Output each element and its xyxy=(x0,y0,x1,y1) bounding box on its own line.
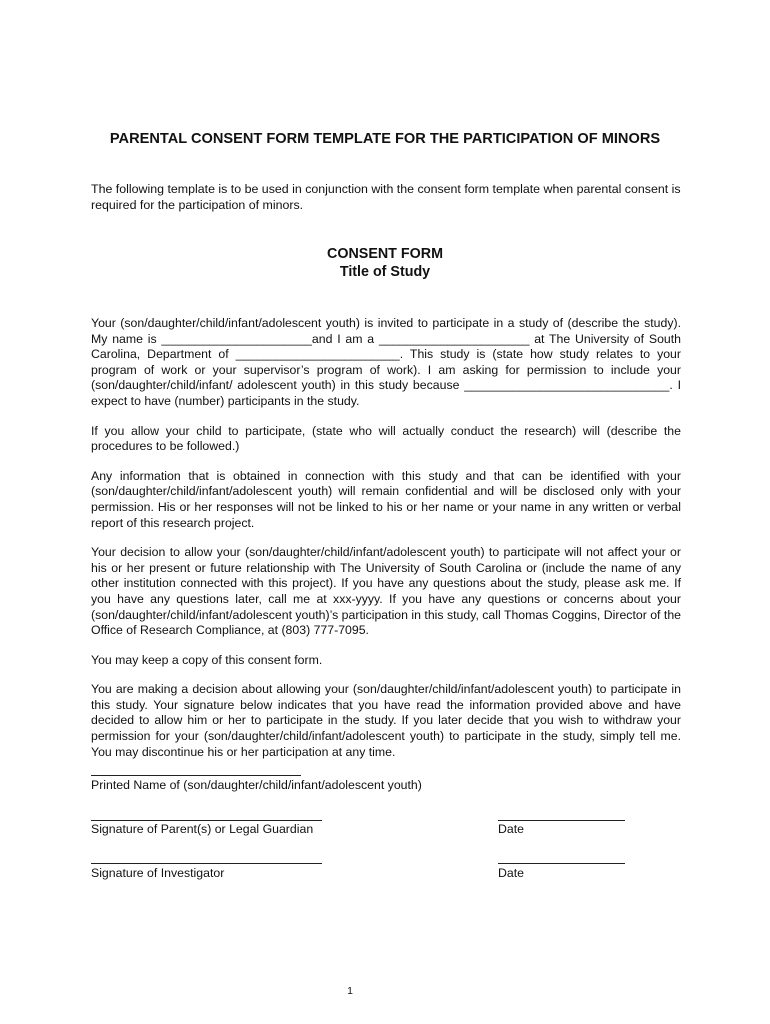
investigator-signature-label: Signature of Investigator xyxy=(91,866,225,880)
parent-date-line[interactable] xyxy=(498,820,625,821)
paragraph-invitation: Your (son/daughter/child/infant/adolescent youth) is invited to participate in a study of (describe the study). My name is ______________________and I am a ______________________ at The University of South Carolina, Department of ________________________. This study is (state how study relates to your program of work or your supervisor’s program of work). I am asking for permission to include your (son/daughter/child/infant/ adolescent youth) in this study because ______________________________. I expect to have (number) participants in the study. xyxy=(91,316,681,408)
paragraph-copy: You may keep a copy of this consent form. xyxy=(91,652,323,667)
parent-signature-label: Signature of Parent(s) or Legal Guardian xyxy=(91,822,314,836)
paragraph-decision: You are making a decision about allowing your (son/daughter/child/infant/adolescent youth) to participate in this study. Your signature below indicates that you have read the information provided above and have decided to allow him or her to participate in the study. If you later decide that you wish to withdraw your permission for your (son/daughter/child/infant/adolescent youth) to participate in the study, simply tell me. You may discontinue his or her participation at any time. xyxy=(91,682,681,759)
printed-name-line[interactable] xyxy=(91,775,301,776)
consent-body xyxy=(91,316,681,774)
study-title: Title of Study xyxy=(339,264,431,280)
investigator-date-line[interactable] xyxy=(498,863,625,864)
paragraph-confidentiality: Any information that is obtained in connection with this study and that can be identified with your (son/daughter/child/infant/adolescent youth) will remain confidential and will be disclosed only with your permission. His or her responses will not be linked to his or her name or your name in any written or verbal report of this research project. xyxy=(91,468,681,530)
form-heading: CONSENT FORM xyxy=(327,246,443,262)
paragraph-procedures: If you allow your child to participate, (state who will actually conduct the research) will (describe the procedures to be followed.) xyxy=(91,423,681,454)
form-heading-block xyxy=(85,245,685,281)
document-title: PARENTAL CONSENT FORM TEMPLATE FOR THE PARTICIPATION OF MINORS xyxy=(109,131,661,147)
parent-signature-line[interactable] xyxy=(91,820,322,821)
page-number: 1 xyxy=(347,985,353,997)
paragraph-voluntary: Your decision to allow your (son/daughter/child/infant/adolescent youth) to participate will not affect your or his or her present or future relationship with The University of South Carolina or (include the name of any other institution connected with this project). If you have any questions about the study, please ask me. If you have any questions later, call me at xxx-yyyy. If you have any questions or concerns about your (son/daughter/child/infant/adolescent youth)’s participation in this study, call Thomas Coggins, Director of the Office of Research Compliance, at (803) 777-7095. xyxy=(91,545,681,638)
intro-paragraph: The following template is to be used in conjunction with the consent form template when parental consent is required for the participation of minors. xyxy=(91,182,681,212)
parent-date-label: Date xyxy=(498,822,524,836)
investigator-signature-line[interactable] xyxy=(91,863,322,864)
printed-name-label: Printed Name of (son/daughter/child/infant/adolescent youth) xyxy=(91,778,422,792)
investigator-date-label: Date xyxy=(498,866,524,880)
